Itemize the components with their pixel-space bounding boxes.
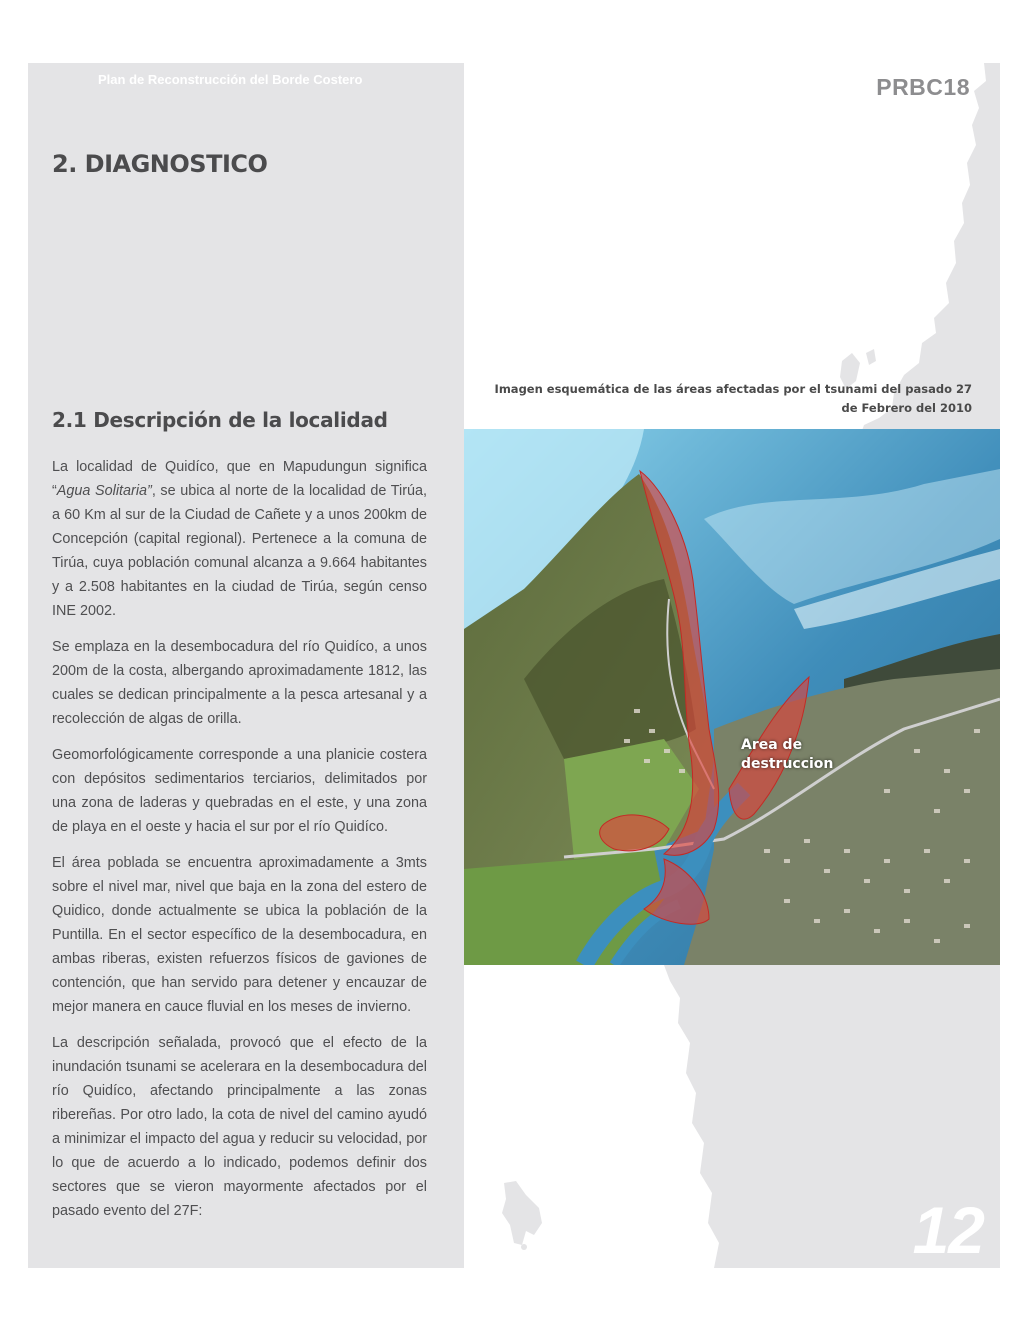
paragraph-1-start: La localidad de Quidíco, que en Mapudungun significa “ bbox=[52, 459, 427, 499]
body-text bbox=[52, 455, 427, 1235]
document-title: Plan de Reconstrucción del Borde Costero bbox=[98, 72, 363, 87]
paragraph-2: Se emplaza en la desembocadura del río Quidíco, a unos 200m de la costa, albergando aproximadamente 1812, las cuales se dedican principalmente a la pesca artesanal y a recolección de algas de orilla. bbox=[52, 639, 427, 727]
aerial-map bbox=[464, 429, 1000, 965]
paragraph-5: La descripción señalada, provocó que el efecto de la inundación tsunami se acelerara en la desembocadura del río Quidíco, afectando principalmente a las zonas ribereñas. Por otro lado, la cota de nivel del camino ayudó a minimizar el impacto del agua y reducir su velocidad, por lo que de acuerdo a lo indicado, podemos definir dos sectores que se vieron mayormente afectados por el pasado evento del 27F: bbox=[52, 1035, 427, 1219]
document-code: PRBC18 bbox=[876, 74, 970, 100]
paragraph-1 bbox=[52, 455, 427, 623]
subsection-title: 2.1 Descripción de la localidad bbox=[52, 408, 388, 432]
section-title: 2. DIAGNOSTICO bbox=[52, 150, 268, 178]
aerial-map-image bbox=[464, 429, 1000, 965]
paragraph-1-end: , se ubica al norte de la localidad de Tirúa, a 60 Km al sur de la Ciudad de Cañete y a unos 200km de Concepción (capital regional). Pertenece a la comuna de Tirúa, cuya población comunal alcanza a 9.664 habitantes y a 2.508 habitantes en la ciudad de Tirúa, según censo INE 2002. bbox=[52, 483, 428, 619]
map-label: Area de destruccion bbox=[741, 737, 834, 772]
paragraph-3: Geomorfológicamente corresponde a una planicie costera con depósitos sedimentarios terciarios, delimitados por una zona de laderas y quebradas en el este, y una zona de playa en el oeste y hacia el sur por el río Quidíco. bbox=[52, 747, 427, 835]
figure-caption: Imagen esquemática de las áreas afectadas por el tsunami del pasado 27 de Febrero del 2010 bbox=[494, 382, 972, 415]
paragraph-4: El área poblada se encuentra aproximadamente a 3mts sobre el nivel mar, nivel que baja en la zona del estero de Quidico, donde actualmente se ubica la población de la Puntilla. En el sector específico de la desembocadura, en ambas riberas, existen refuerzos físicos de gaviones de contención, que han servido para detener y encauzar de mejor manera en cauce fluvial en los meses de invierno. bbox=[52, 855, 427, 1015]
paragraph-1-italic: Agua Solitaria” bbox=[56, 483, 152, 499]
page-number: 12 bbox=[912, 1193, 984, 1267]
